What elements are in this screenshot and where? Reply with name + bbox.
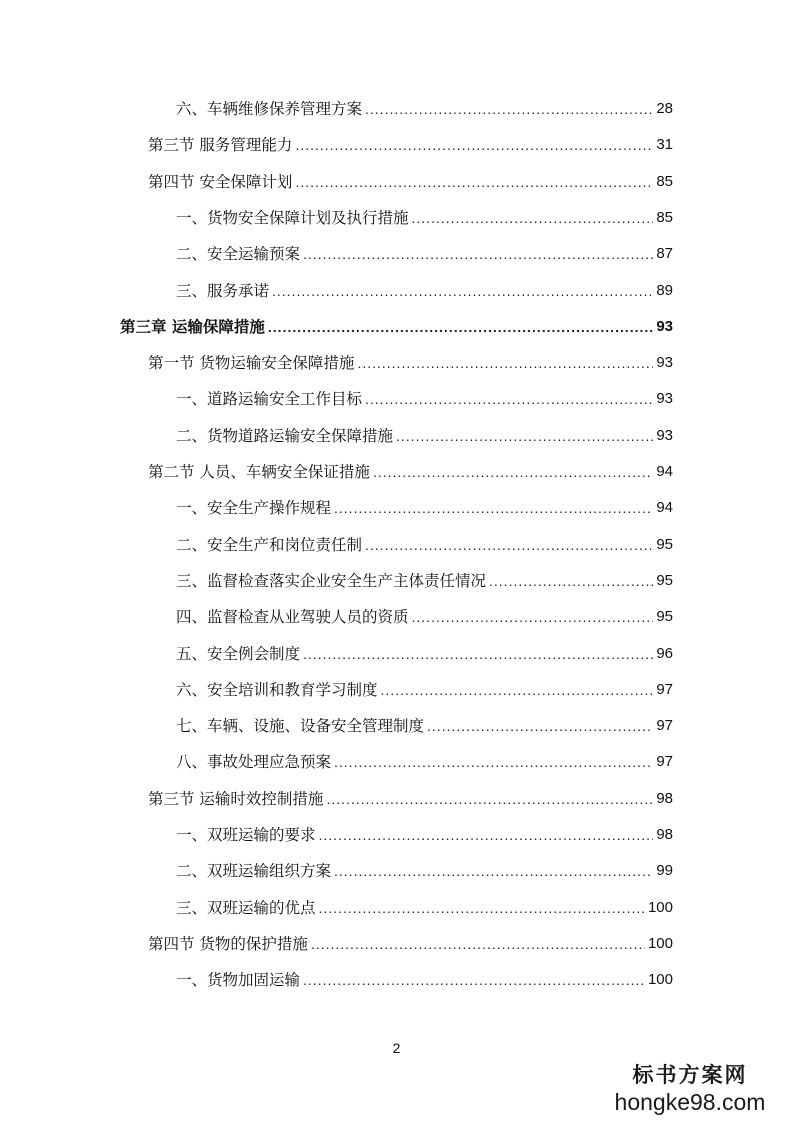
- toc-entry-page: 96: [656, 645, 673, 662]
- toc-entry-title: 一、双班运输的要求: [176, 826, 316, 844]
- toc-entry-title: 三、服务承诺: [176, 282, 270, 300]
- toc-entry-title: 第一节 货物运输安全保障措施: [148, 354, 355, 372]
- toc-entry-title: 第四节 安全保障计划: [148, 173, 293, 191]
- toc-entry[interactable]: [176, 91, 673, 119]
- toc-entry[interactable]: [148, 345, 673, 373]
- toc-entry-page: 87: [656, 245, 673, 262]
- toc-entry-page: 97: [656, 681, 673, 698]
- toc-entry-page: 85: [656, 209, 673, 226]
- toc-entry-title: 第四节 货物的保护措施: [148, 935, 308, 953]
- toc-entry[interactable]: [176, 599, 673, 627]
- toc-entry-title: 二、双班运输组织方案: [176, 862, 332, 880]
- toc-entry-title: 四、监督检查从业驾驶人员的资质: [176, 608, 409, 626]
- toc-entry[interactable]: [176, 890, 673, 918]
- dot-leader: [319, 898, 645, 918]
- toc-entry[interactable]: [176, 381, 673, 409]
- dot-leader: [489, 571, 653, 591]
- toc-entry-page: 85: [656, 173, 673, 190]
- dot-leader: [365, 535, 653, 555]
- toc-entry[interactable]: [176, 962, 673, 990]
- toc-entry-page: 28: [656, 100, 673, 117]
- toc-entry-title: 第三章 运输保障措施: [120, 317, 265, 336]
- toc-entry-page: 93: [656, 354, 673, 371]
- toc-entry-title: 七、车辆、设施、设备安全管理制度: [176, 717, 425, 735]
- toc-entry[interactable]: [176, 200, 673, 228]
- toc-entry-title: 第三节 运输时效控制措施: [148, 790, 324, 808]
- toc-entry-title: 二、货物道路运输安全保障措施: [176, 427, 394, 445]
- toc-entry-title: 一、货物加固运输: [176, 971, 301, 989]
- page-number: 2: [392, 1040, 401, 1056]
- toc-entry-page: 100: [647, 899, 673, 916]
- dot-leader: [365, 389, 653, 409]
- dot-leader: [303, 644, 653, 664]
- toc-entry[interactable]: [176, 527, 673, 555]
- dot-leader: [396, 426, 653, 446]
- toc-entry[interactable]: [148, 127, 673, 155]
- dot-leader: [326, 789, 653, 809]
- toc-entry[interactable]: [176, 636, 673, 664]
- toc-entry[interactable]: [176, 236, 673, 264]
- dot-leader: [268, 317, 653, 337]
- watermark-title: 标书方案网: [632, 1062, 748, 1087]
- dot-leader: [303, 244, 653, 264]
- toc-entry-title: 五、安全例会制度: [176, 645, 301, 663]
- dot-leader: [412, 607, 654, 627]
- toc-entry-title: 第二节 人员、车辆安全保证措施: [148, 463, 370, 481]
- toc-entry[interactable]: [176, 853, 673, 881]
- toc-entry-page: 95: [656, 572, 673, 589]
- dot-leader: [334, 752, 653, 772]
- toc-entry-page: 94: [656, 463, 673, 480]
- toc-entry[interactable]: [148, 454, 673, 482]
- watermark-url: hongke98.com: [614, 1089, 766, 1115]
- toc-entry[interactable]: [176, 817, 673, 845]
- toc-entry-title: 一、货物安全保障计划及执行措施: [176, 209, 409, 227]
- dot-leader: [295, 135, 653, 155]
- toc-entry-title: 三、双班运输的优点: [176, 899, 316, 917]
- toc-entry[interactable]: [176, 490, 673, 518]
- dot-leader: [272, 281, 653, 301]
- toc-entry-page: 94: [656, 499, 673, 516]
- dot-leader: [319, 825, 654, 845]
- dot-leader: [373, 462, 653, 482]
- toc-entry[interactable]: [148, 926, 673, 954]
- toc-entry[interactable]: [176, 418, 673, 446]
- toc-entry-title: 六、车辆维修保养管理方案: [176, 100, 363, 118]
- toc-entry[interactable]: [176, 563, 673, 591]
- toc-entry[interactable]: [176, 273, 673, 301]
- toc-entry-page: 93: [656, 427, 673, 444]
- toc-entry-title: 三、监督检查落实企业安全生产主体责任情况: [176, 572, 487, 590]
- toc-entry-title: 一、道路运输安全工作目标: [176, 390, 363, 408]
- toc-entry[interactable]: [148, 164, 673, 192]
- toc-entry-page: 31: [656, 136, 673, 153]
- dot-leader: [303, 970, 645, 990]
- toc-entry-page: 95: [656, 608, 673, 625]
- toc-entry-title: 二、安全生产和岗位责任制: [176, 536, 363, 554]
- dot-leader: [295, 172, 653, 192]
- toc-entry-title: 六、安全培训和教育学习制度: [176, 681, 378, 699]
- toc-entry-title: 第三节 服务管理能力: [148, 136, 293, 154]
- dot-leader: [334, 861, 653, 881]
- toc-entry[interactable]: [120, 309, 673, 337]
- toc-entry-title: 一、安全生产操作规程: [176, 499, 332, 517]
- toc-entry-page: 100: [647, 971, 673, 988]
- toc-entry-page: 97: [656, 717, 673, 734]
- toc-entry-page: 89: [656, 282, 673, 299]
- toc-entry-page: 100: [647, 935, 673, 952]
- dot-leader: [334, 498, 653, 518]
- toc-entry[interactable]: [148, 781, 673, 809]
- toc-entry[interactable]: [176, 672, 673, 700]
- dot-leader: [357, 353, 653, 373]
- dot-leader: [427, 716, 653, 736]
- watermark: [595, 1062, 785, 1116]
- toc-entry-page: 98: [656, 826, 673, 843]
- toc-entry-page: 99: [656, 862, 673, 879]
- toc-entry[interactable]: [176, 708, 673, 736]
- toc-entry[interactable]: [176, 744, 673, 772]
- toc-entry-page: 95: [656, 536, 673, 553]
- dot-leader: [311, 934, 645, 954]
- toc-entry-page: 98: [656, 790, 673, 807]
- toc-entry-page: 93: [656, 390, 673, 407]
- dot-leader: [412, 208, 654, 228]
- toc-entry-page: 93: [656, 318, 673, 335]
- toc-entry-title: 八、事故处理应急预案: [176, 753, 332, 771]
- dot-leader: [381, 680, 654, 700]
- toc-entry-page: 97: [656, 753, 673, 770]
- toc-entry-title: 二、安全运输预案: [176, 245, 301, 263]
- dot-leader: [365, 99, 653, 119]
